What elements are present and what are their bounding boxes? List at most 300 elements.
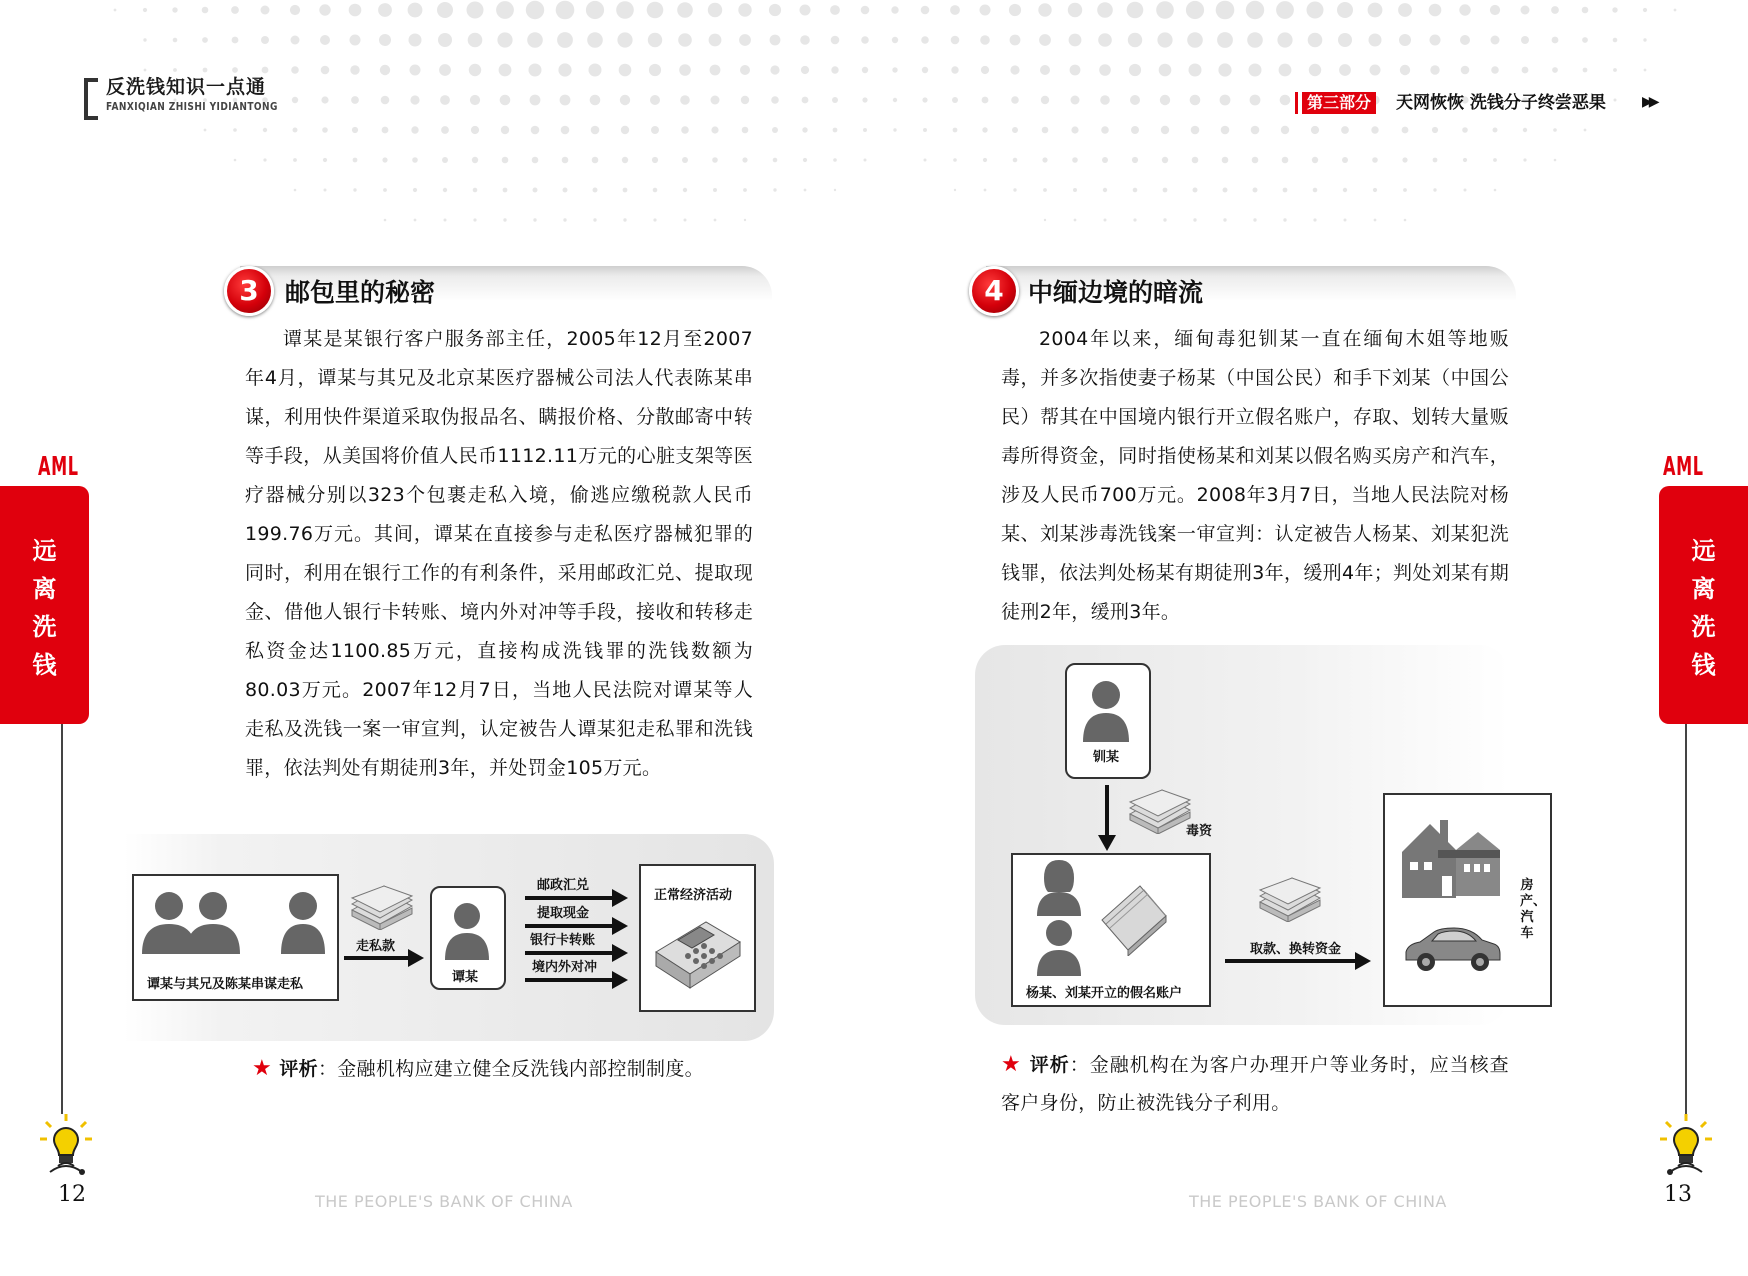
- halftone-dot: [1521, 6, 1530, 15]
- halftone-dot: [1279, 64, 1292, 77]
- person-icon: [184, 888, 242, 954]
- halftone-dot: [1097, 2, 1113, 18]
- brand-title: 反洗钱知识一点通: [106, 76, 267, 98]
- halftone-dot: [742, 157, 747, 162]
- halftone-dot: [649, 64, 661, 76]
- halftone-dot: [1013, 158, 1018, 163]
- halftone-dot: [1613, 38, 1618, 43]
- part-bar: [1295, 92, 1298, 114]
- halftone-dot: [593, 218, 596, 221]
- halftone-dot: [769, 4, 781, 16]
- halftone-dot: [953, 158, 957, 162]
- halftone-dot: [1312, 157, 1318, 163]
- halftone-dot: [382, 157, 387, 162]
- halftone-dot: [921, 36, 929, 44]
- halftone-dot: [684, 219, 687, 222]
- transfer-label: 取款、换转资金: [1250, 942, 1342, 957]
- halftone-dot: [678, 33, 692, 47]
- halftone-dot: [1041, 96, 1049, 104]
- halftone-dot: [647, 2, 664, 19]
- halftone-dot: [409, 34, 422, 47]
- halftone-dot: [892, 37, 898, 43]
- halftone-dot: [1276, 1, 1294, 19]
- arrow-line: [525, 896, 613, 900]
- person-icon: [442, 900, 492, 960]
- channel-label: 提取现金: [537, 906, 590, 921]
- halftone-dot: [1071, 126, 1078, 133]
- halftone-dot: [1162, 157, 1168, 163]
- halftone-dot: [921, 6, 930, 15]
- halftone-dot: [1191, 126, 1200, 135]
- halftone-dot: [1582, 37, 1588, 43]
- halftone-dot: [953, 128, 958, 133]
- halftone-dot: [802, 127, 807, 132]
- halftone-dot: [1131, 126, 1139, 134]
- halftone-dot: [1133, 188, 1138, 193]
- halftone-dot: [1156, 1, 1174, 19]
- halftone-dot: [500, 95, 511, 106]
- halftone-dot: [682, 157, 688, 163]
- halftone-dot: [1459, 4, 1470, 15]
- halftone-dot: [439, 64, 451, 76]
- halftone-dot: [1217, 32, 1233, 48]
- accounts-label: 杨某、刘某开立的假名账户: [1026, 986, 1183, 1001]
- halftone-dot: [319, 4, 330, 15]
- halftone-dot: [980, 5, 991, 16]
- side-tab-left: [0, 486, 89, 724]
- halftone-dot: [1341, 126, 1349, 134]
- halftone-dot: [652, 157, 658, 163]
- halftone-dot: [1190, 95, 1201, 106]
- halftone-dot: [233, 128, 237, 132]
- halftone-dot: [172, 7, 177, 12]
- halftone-dot: [1161, 126, 1169, 134]
- halftone-dot: [413, 188, 417, 192]
- halftone-dot: [1612, 7, 1617, 12]
- drug-money-label: 毒资: [1186, 824, 1213, 839]
- analysis-text: ：金融机构在为客户办理开户等业务时，应当核查客户身份，防止被洗钱分子利用。: [1001, 1054, 1509, 1114]
- halftone-dot: [982, 97, 989, 104]
- halftone-dot: [1429, 4, 1442, 17]
- halftone-dot: [1222, 157, 1229, 164]
- halftone-dot: [378, 3, 392, 17]
- halftone-dot: [1157, 32, 1172, 47]
- halftone-dot: [322, 127, 328, 133]
- channel-label: 银行卡转账: [530, 933, 596, 948]
- halftone-dot: [593, 188, 598, 193]
- halftone-dot: [320, 35, 330, 45]
- halftone-dot: [443, 188, 447, 192]
- halftone-dot: [619, 64, 632, 77]
- halftone-dot: [263, 128, 267, 132]
- car-icon: [1400, 922, 1504, 978]
- halftone-dot: [1338, 33, 1352, 47]
- halftone-dot: [496, 1, 514, 19]
- halftone-dot: [679, 64, 691, 76]
- halftone-dot: [1433, 188, 1436, 191]
- passbook-icon: [1096, 880, 1172, 956]
- halftone-dot: [353, 188, 356, 191]
- halftone-dot: [1223, 218, 1226, 221]
- halftone-dot: [1523, 158, 1526, 161]
- halftone-dot: [261, 6, 270, 15]
- halftone-dot: [383, 188, 387, 192]
- channel-label: 邮政汇兑: [537, 878, 590, 893]
- halftone-dot: [587, 32, 603, 48]
- halftone-dot: [773, 188, 776, 191]
- section-number-badge: 3: [224, 266, 274, 316]
- halftone-dot: [617, 32, 632, 47]
- halftone-dot: [1100, 95, 1110, 105]
- arrow-head: [1098, 835, 1116, 851]
- halftone-dot: [1098, 33, 1112, 47]
- halftone-dot: [1220, 95, 1231, 106]
- halftone-background: [0, 0, 1748, 300]
- halftone-dot: [323, 158, 327, 162]
- halftone-dot: [472, 157, 478, 163]
- halftone-dot: [143, 38, 146, 41]
- halftone-dot: [473, 218, 476, 221]
- halftone-dot: [1337, 2, 1353, 18]
- halftone-dot: [1249, 64, 1262, 77]
- halftone-dot: [1643, 38, 1646, 41]
- halftone-dot: [410, 65, 421, 76]
- halftone-dot: [982, 127, 987, 132]
- halftone-dot: [1464, 189, 1467, 192]
- pos-terminal-icon: [648, 912, 744, 994]
- arrow-head: [612, 944, 628, 962]
- halftone-dot: [800, 5, 811, 16]
- halftone-dot: [1192, 157, 1199, 164]
- halftone-dot: [1068, 3, 1082, 17]
- halftone-dot: [680, 95, 690, 105]
- halftone-dot: [382, 127, 389, 134]
- halftone-dot: [563, 218, 566, 221]
- halftone-dot: [1402, 127, 1409, 134]
- side-tab-text: 远离洗钱: [32, 537, 57, 679]
- halftone-dot: [1374, 219, 1377, 222]
- halftone-dot: [1399, 34, 1411, 46]
- halftone-dot: [623, 218, 626, 221]
- halftone-dot: [592, 157, 599, 164]
- halftone-dot: [1493, 158, 1497, 162]
- halftone-dot: [1463, 158, 1467, 162]
- halftone-dot: [143, 8, 147, 12]
- tan-label: 谭某: [452, 970, 479, 985]
- halftone-dot: [1160, 95, 1170, 105]
- analysis-note: [252, 1050, 772, 1088]
- halftone-dot: [1247, 32, 1263, 48]
- halftone-dot: [711, 96, 720, 105]
- halftone-dot: [1252, 157, 1259, 164]
- halftone-dot: [468, 33, 483, 48]
- halftone-dot: [980, 35, 990, 45]
- halftone-dot: [294, 189, 297, 192]
- part-tag: 第三部分: [1302, 92, 1376, 114]
- header-bracket: [84, 78, 98, 120]
- halftone-dot: [801, 66, 809, 74]
- halftone-dot: [1551, 6, 1559, 14]
- assets-label: 房产、汽车: [1520, 878, 1547, 941]
- arrow-head: [612, 971, 628, 989]
- halftone-dot: [833, 158, 837, 162]
- halftone-dot: [651, 126, 659, 134]
- halftone-dot: [1398, 3, 1412, 17]
- halftone-dot: [743, 188, 747, 192]
- money-stack-icon: [1126, 788, 1194, 834]
- halftone-dot: [562, 157, 569, 164]
- halftone-dot: [321, 96, 328, 103]
- halftone-dot: [1132, 157, 1138, 163]
- halftone-dot: [1102, 157, 1108, 163]
- halftone-dot: [444, 219, 447, 222]
- halftone-dot: [1012, 127, 1018, 133]
- halftone-dot: [1368, 3, 1383, 18]
- halftone-dot: [414, 219, 417, 222]
- halftone-dot: [1309, 64, 1321, 76]
- aml-label-left: AML: [38, 452, 79, 482]
- economy-label: 正常经济活动: [654, 888, 733, 903]
- halftone-dot: [412, 157, 418, 163]
- halftone-dot: [831, 36, 840, 45]
- halftone-dot: [1370, 65, 1381, 76]
- halftone-dot: [1308, 33, 1323, 48]
- halftone-dot: [1246, 1, 1264, 19]
- halftone-dot: [834, 189, 836, 191]
- arrow-line: [344, 956, 410, 960]
- halftone-dot: [1553, 128, 1557, 132]
- halftone-dot: [1163, 188, 1168, 193]
- halftone-dot: [1042, 127, 1049, 134]
- lightbulb-icon: [1658, 1112, 1714, 1180]
- halftone-dot: [469, 64, 481, 76]
- halftone-dot: [501, 126, 509, 134]
- halftone-dot: [384, 219, 387, 222]
- halftone-dot: [1491, 36, 1500, 45]
- halftone-dot: [202, 7, 209, 14]
- halftone-dot: [379, 34, 391, 46]
- person-icon: [1034, 858, 1084, 916]
- halftone-dot: [709, 34, 722, 47]
- halftone-dot: [1371, 126, 1378, 133]
- halftone-dot: [263, 158, 266, 161]
- money-stack-icon: [1256, 876, 1324, 922]
- halftone-dot: [1010, 65, 1019, 74]
- halftone-dot: [114, 9, 117, 12]
- halftone-dot: [1070, 65, 1081, 76]
- analysis-prefix: 评析: [279, 1058, 318, 1080]
- halftone-dot: [561, 126, 570, 135]
- halftone-dot: [1430, 65, 1439, 74]
- halftone-dot: [1071, 96, 1080, 105]
- halftone-dot: [831, 66, 838, 73]
- halftone-dot: [350, 65, 359, 74]
- halftone-dot: [438, 33, 452, 47]
- halftone-dot: [1104, 219, 1107, 222]
- halftone-dot: [467, 2, 484, 19]
- halftone-dot: [893, 98, 897, 102]
- halftone-dot: [351, 96, 359, 104]
- halftone-dot: [742, 127, 749, 134]
- halftone-dot: [497, 32, 512, 47]
- halftone-dot: [292, 97, 298, 103]
- money-stack-icon: [348, 884, 416, 930]
- analysis-text: ：金融机构应建立健全反洗钱内部控制制度。: [317, 1058, 704, 1080]
- halftone-dot: [499, 64, 512, 77]
- footer-left: THE PEOPLE'S BANK OF CHINA: [315, 1192, 573, 1211]
- halftone-dot: [503, 218, 506, 221]
- halftone-dot: [1130, 95, 1140, 105]
- halftone-dot: [1490, 5, 1500, 15]
- halftone-dot: [922, 97, 927, 102]
- halftone-dot: [892, 67, 897, 72]
- case-body-text: 2004年以来，缅甸毒犯钏某一直在缅甸木姐等地贩毒，并多次指使妻子杨某（中国公民）和手下刘某（中国公民）帮其在中国境内银行开立假名账户，存取、划转大量贩毒所得资金，同时指使杨某和刘某以假名购买房产和汽车，涉及人民币700万元。2008年3月7日，当地人民法院对杨某、刘某涉毒洗钱案一审宣判：认定被告人杨某、刘某犯洗钱罪，依法判处杨某有期徒刑3年，缓刑4年；判处刘某有期徒刑2年，缓刑3年。: [1001, 328, 1509, 623]
- halftone-dot: [1402, 157, 1407, 162]
- section-number-badge: 4: [969, 266, 1019, 316]
- halftone-dot: [470, 95, 480, 105]
- halftone-dot: [1674, 9, 1677, 12]
- halftone-dot: [1433, 158, 1438, 163]
- halftone-dot: [590, 95, 601, 106]
- halftone-dot: [1282, 157, 1289, 164]
- halftone-dot: [862, 97, 867, 102]
- halftone-dot: [712, 157, 718, 163]
- halftone-dot: [681, 126, 689, 134]
- halftone-dot: [290, 5, 300, 15]
- halftone-dot: [591, 126, 600, 135]
- halftone-dot: [411, 126, 418, 133]
- page-number-right: 13: [1664, 1182, 1692, 1207]
- halftone-dot: [1253, 218, 1256, 221]
- halftone-dot: [291, 66, 299, 74]
- halftone-dot: [1493, 128, 1498, 133]
- halftone-dot: [1339, 64, 1351, 76]
- halftone-dot: [1159, 64, 1172, 77]
- halftone-dot: [1521, 36, 1529, 44]
- halftone-dot: [1133, 218, 1136, 221]
- halftone-dot: [144, 69, 147, 72]
- halftone-dot: [1461, 66, 1470, 75]
- side-line-right: [1685, 724, 1687, 1114]
- halftone-dot: [1522, 67, 1529, 74]
- halftone-dot: [710, 65, 721, 76]
- arrow-head: [1355, 952, 1371, 970]
- halftone-dot: [1283, 218, 1286, 221]
- footer-right: THE PEOPLE'S BANK OF CHINA: [1189, 1192, 1447, 1211]
- halftone-dot: [1043, 188, 1047, 192]
- halftone-dot: [202, 37, 208, 43]
- halftone-dot: [324, 189, 327, 192]
- analysis-note: [1001, 1046, 1509, 1122]
- arrow-line: [525, 978, 613, 982]
- halftone-dot: [293, 128, 298, 133]
- halftone-dot: [1400, 65, 1410, 75]
- halftone-dot: [1643, 8, 1647, 12]
- halftone-dot: [1582, 7, 1589, 14]
- halftone-dot: [530, 95, 541, 106]
- halftone-dot: [1187, 32, 1203, 48]
- halftone-dot: [922, 67, 928, 73]
- arrow-line: [525, 951, 613, 955]
- halftone-dot: [983, 158, 987, 162]
- halftone-dot: [623, 188, 628, 193]
- halftone-dot: [471, 126, 479, 134]
- side-line-left: [61, 724, 63, 1114]
- halftone-dot: [1189, 64, 1202, 77]
- halftone-dot: [291, 36, 300, 45]
- halftone-dot: [683, 188, 687, 192]
- halftone-dot: [560, 95, 571, 106]
- halftone-dot: [1251, 126, 1260, 135]
- halftone-dot: [1307, 2, 1324, 19]
- house-icon: [1398, 816, 1504, 898]
- halftone-dot: [1253, 188, 1258, 193]
- halftone-dot: [924, 159, 927, 162]
- halftone-dot: [352, 127, 358, 133]
- halftone-dot: [1223, 188, 1228, 193]
- halftone-dot: [1523, 128, 1527, 132]
- halftone-dot: [923, 128, 927, 132]
- halftone-dot: [954, 189, 956, 191]
- halftone-dot: [1311, 126, 1319, 134]
- halftone-dot: [1069, 34, 1082, 47]
- halftone-dot: [1128, 33, 1142, 47]
- halftone-dot: [770, 35, 781, 46]
- halftone-dot: [231, 6, 239, 14]
- halftone-dot: [1644, 69, 1647, 72]
- halftone-dot: [1283, 188, 1288, 193]
- halftone-dot: [1372, 157, 1378, 163]
- halftone-dot: [1462, 127, 1468, 133]
- page-number-left: 12: [58, 1182, 86, 1207]
- halftone-dot: [951, 36, 960, 45]
- halftone-dot: [740, 65, 750, 75]
- side-tab-right: [1659, 486, 1748, 724]
- halftone-dot: [739, 34, 751, 46]
- halftone-dot: [1186, 1, 1204, 19]
- halftone-dot: [1280, 95, 1291, 106]
- halftone-dot: [1373, 188, 1377, 192]
- halftone-dot: [1072, 157, 1078, 163]
- halftone-dot: [589, 64, 602, 77]
- halftone-dot: [503, 188, 508, 193]
- halftone-dot: [380, 65, 390, 75]
- halftone-dot: [1218, 63, 1231, 76]
- halftone-dot: [437, 2, 453, 18]
- halftone-dot: [1430, 35, 1441, 46]
- halftone-dot: [714, 219, 717, 222]
- halftone-dot: [950, 5, 960, 15]
- halftone-dot: [1552, 67, 1558, 73]
- halftone-dot: [984, 189, 987, 192]
- halftone-dot: [529, 64, 542, 77]
- halftone-dot: [533, 188, 538, 193]
- halftone-dot: [951, 66, 958, 73]
- halftone-dot: [556, 1, 575, 20]
- halftone-dot: [1584, 129, 1587, 132]
- halftone-dot: [204, 129, 207, 132]
- halftone-dot: [1313, 188, 1318, 193]
- halftone-dot: [861, 6, 870, 15]
- halftone-dot: [1583, 68, 1588, 73]
- double-arrow-icon: ▶▶: [1642, 94, 1656, 110]
- case-body-text: 谭某是某银行客户服务部主任，2005年12月至2007年4月，谭某与其兄及北京某医疗器械公司法人代表陈某串谋，利用快件渠道采取伪报品名、瞒报价格、分散邮寄中转等手段，从美国将价值人民币1112.11万元的心脏支架等医疗器械分别以323个包裹走私入境，偷逃应缴税款人民币199.76万元。其间，谭某在直接参与走私医疗器械犯罪的同时，利用在银行工作的有利条件，采用邮政汇兑、提取现金、借他人银行卡转账、境内外对冲等手段，接收和转移走私资金达1100.85万元，直接构成洗钱罪的洗钱数额为80.03万元。2007年12月7日，当地人民法院对谭某等人走私及洗钱一案一审宣判，认定被告人谭某犯走私罪和洗钱罪，依法判处有期徒刑3年，并处罚金105万元。: [245, 328, 753, 779]
- halftone-dot: [1250, 95, 1261, 106]
- halftone-dot: [803, 158, 807, 162]
- halftone-dot: [1009, 4, 1021, 16]
- halftone-dot: [586, 1, 604, 19]
- aml-label-right: AML: [1663, 452, 1704, 482]
